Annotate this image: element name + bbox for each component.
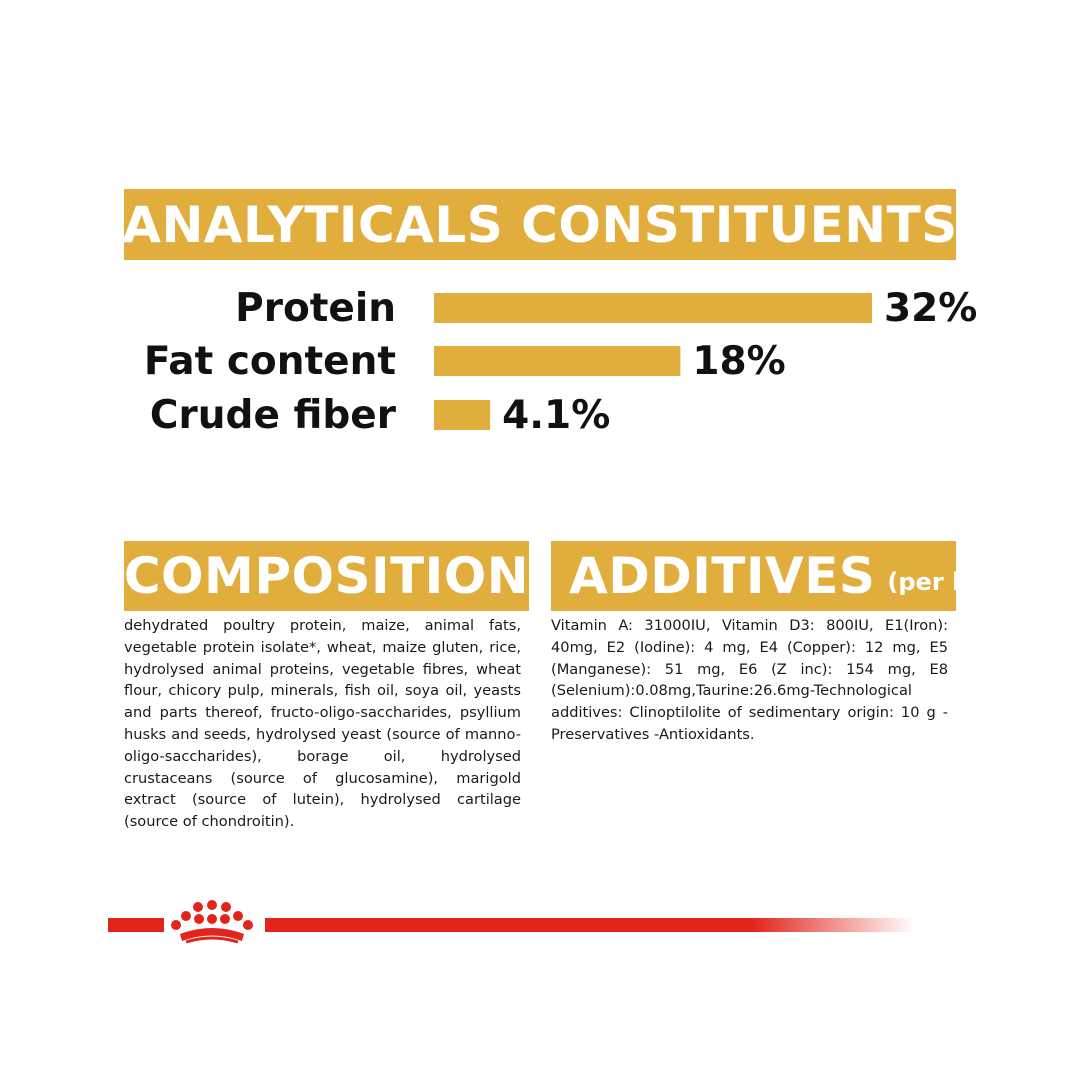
bar-fat-content — [434, 346, 680, 376]
value-label-crude-fiber: 4.1% — [502, 393, 611, 438]
footer-red-line-right — [265, 918, 915, 932]
bar-protein — [434, 293, 872, 323]
category-label-protein: Protein — [235, 286, 396, 331]
composition-text: dehydrated poultry protein, maize, animal fats, vegetable protein isolate*, wheat, maize gluten, rice, hydrolysed animal proteins, vegetable fibres, wheat flour, chicory pulp, minerals, fish oil, soya oil, yeasts and parts thereof, fructo-oligo-saccharides, psyllium husks and seeds, hydrolysed yeast (source of manno-oligo-saccharides), borage oil, hydrolysed crustaceans (source of glucosamine), marigold extract (source of lutein), hydrolysed cartilage (source of chondroitin). — [124, 617, 521, 831]
additives-heading: ADDITIVES — [569, 547, 876, 605]
value-label-protein: 32% — [884, 286, 978, 331]
composition-heading-banner — [124, 541, 529, 611]
additives-heading-suffix: (per kg) — [887, 568, 997, 596]
bar-crude-fiber — [434, 400, 490, 430]
royal-crown-icon — [166, 900, 258, 948]
additives-text: Vitamin A: 31000IU, Vitamin D3: 800IU, E1(Iron): 40mg, E2 (Iodine): 4 mg, E4 (Copper): 12 mg, E5 (Manganese): 51 mg, E6 (Z inc): 154 mg, E8 (Selenium):0.08mg,Taurine:26.6mg-Technological additives: Clinoptilolite of sedimentary origin: 10 g - Preservatives -Antioxidants. — [551, 617, 948, 743]
category-label-crude-fiber: Crude fiber — [149, 393, 396, 438]
analytics-heading: ANALYTICALS CONSTITUENTS — [122, 195, 958, 254]
nutrient-bar-chart — [0, 0, 1080, 470]
footer-red-line-left — [108, 918, 164, 932]
additives-heading-banner — [551, 541, 997, 611]
composition-heading: COMPOSITION — [123, 547, 530, 605]
value-label-fat-content: 18% — [692, 339, 786, 384]
category-label-fat-content: Fat content — [143, 339, 396, 384]
